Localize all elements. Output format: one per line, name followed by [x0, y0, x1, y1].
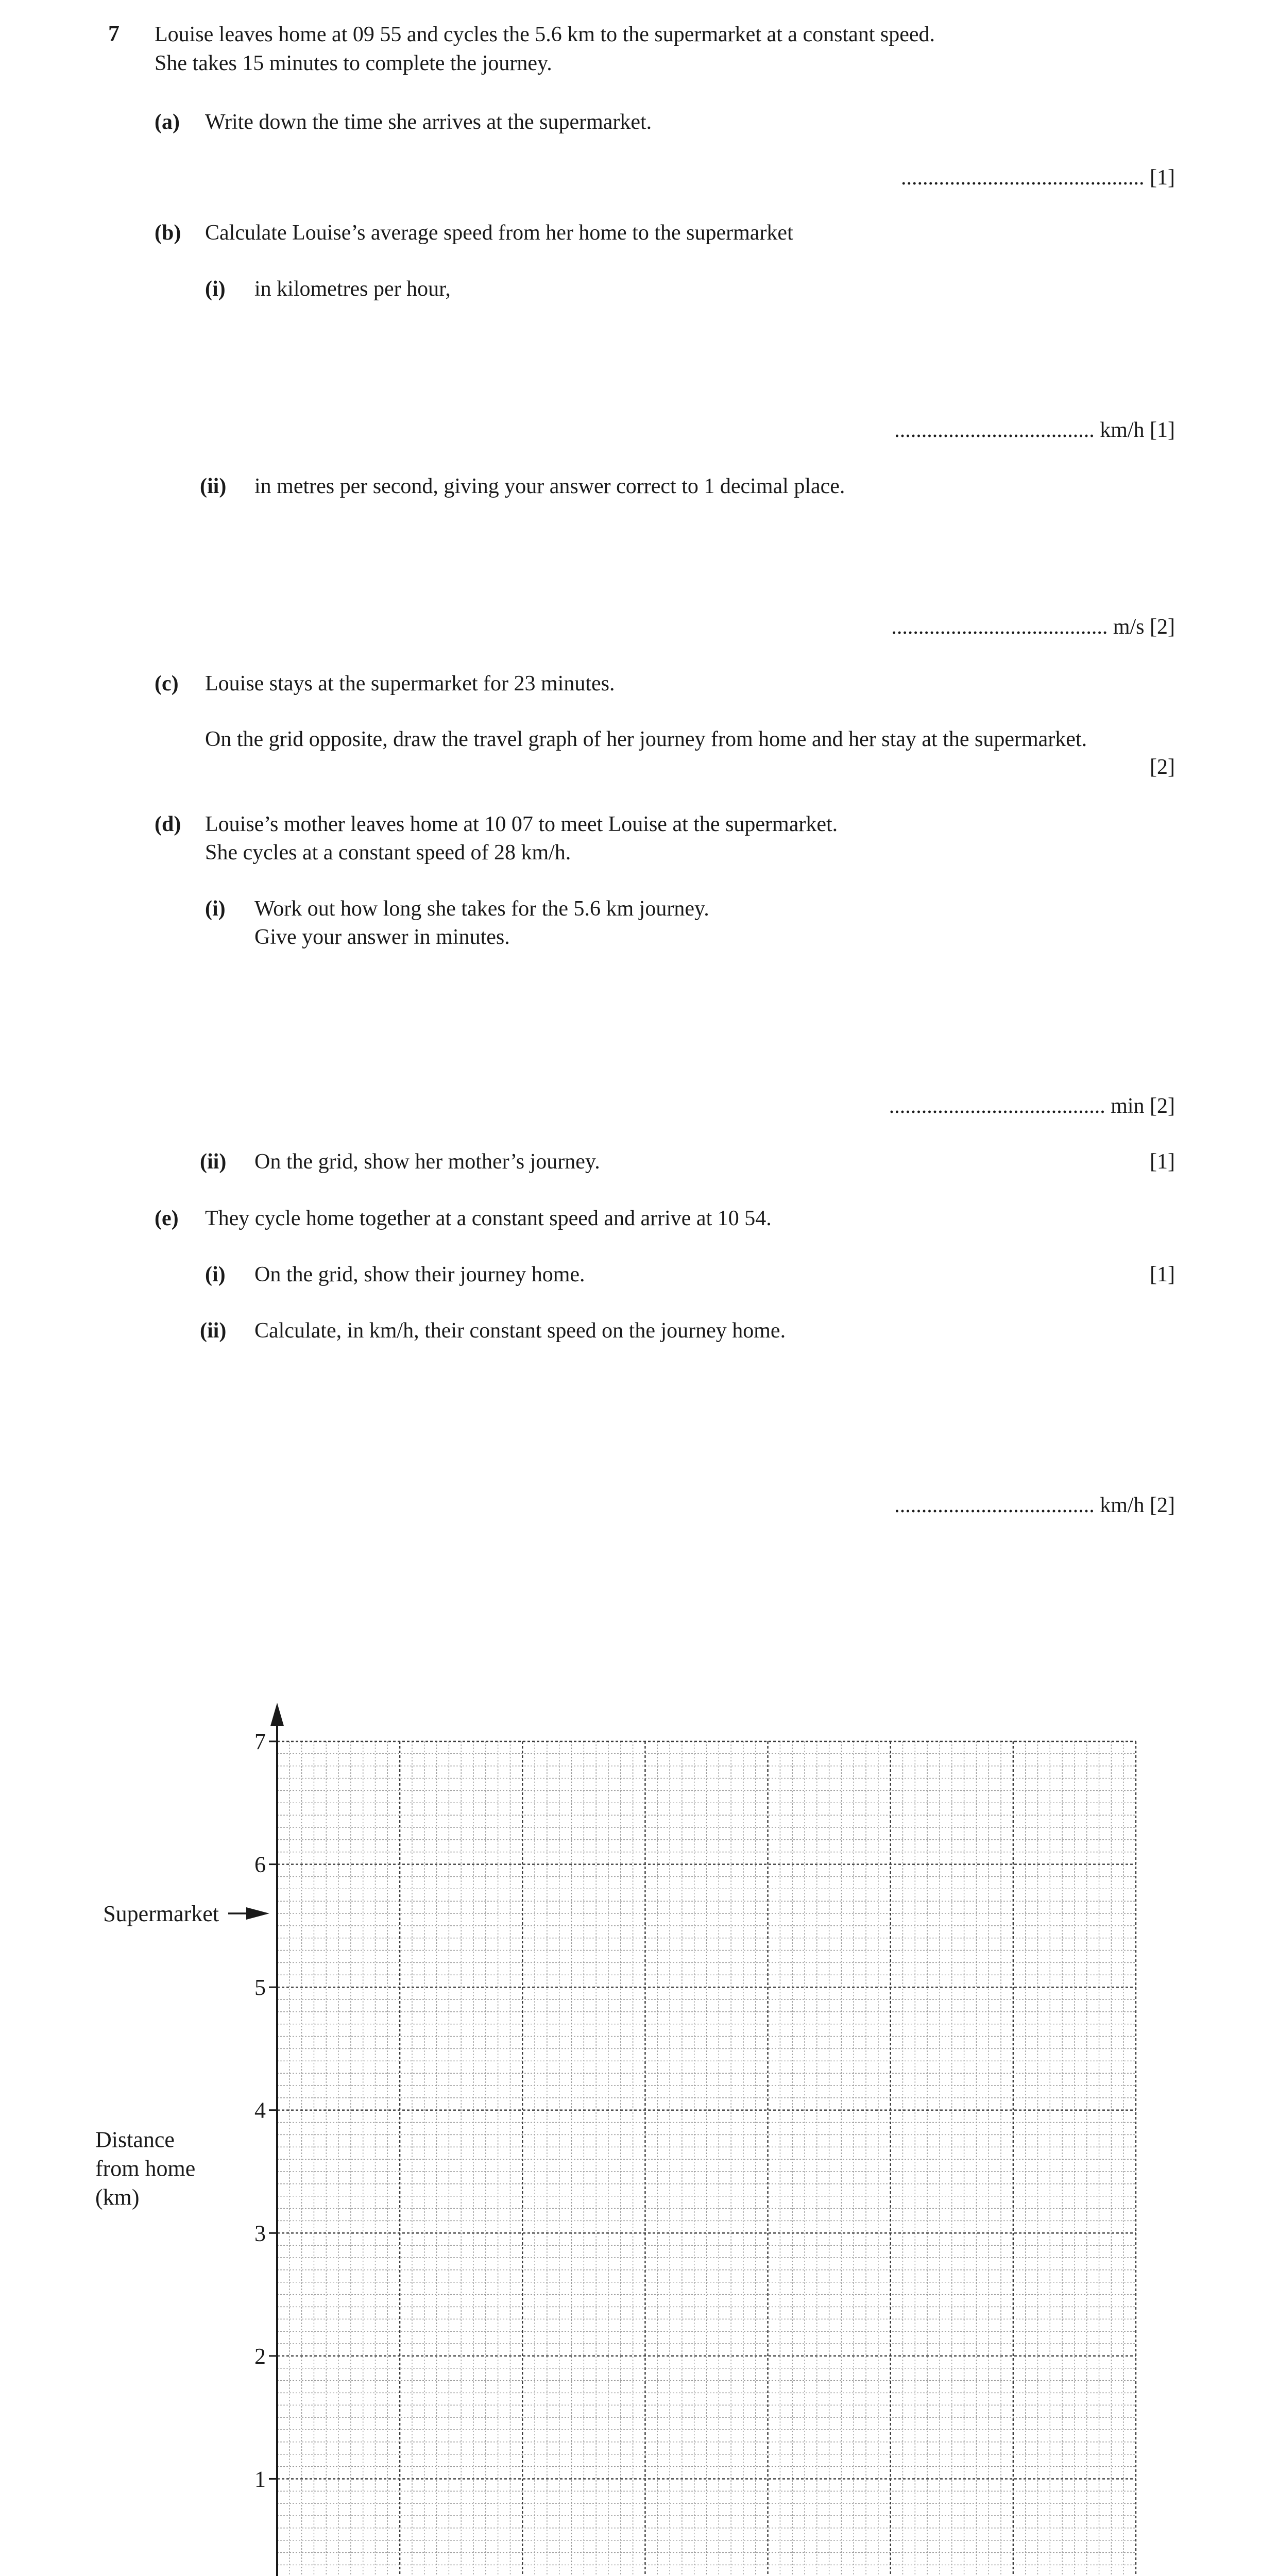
part-e-label: (e)	[155, 1207, 179, 1230]
part-e-ii-label: (ii)	[200, 1319, 227, 1343]
axes	[270, 1703, 1182, 2576]
part-e-text: They cycle home together at a constant speed and arrive at 10 54.	[205, 1207, 772, 1230]
part-d-ii-marks: [1]	[1150, 1150, 1175, 1174]
y-tick-label: 4	[254, 2097, 266, 2123]
grid-minor-lines	[277, 1741, 1136, 2576]
part-b-i-answer-line[interactable]: ..................................... km/h [1]	[894, 418, 1175, 442]
y-tick-label: 6	[254, 1852, 266, 1877]
part-a-text: Write down the time she arrives at the supermarket.	[205, 110, 652, 134]
part-d-i-text: Work out how long she takes for the 5.6 km journey.	[254, 897, 709, 921]
part-d-i-text2: Give your answer in minutes.	[254, 925, 510, 949]
part-e-i-text: On the grid, show their journey home.	[254, 1263, 585, 1286]
part-d-text2: She cycles at a constant speed of 28 km/h.	[205, 841, 571, 865]
question-number: 7	[108, 21, 120, 46]
y-tick-label: 5	[254, 1975, 266, 2001]
part-a-answer-line[interactable]: ............................................. [1]	[901, 166, 1175, 190]
part-b-ii-text: in metres per second, giving your answer correct to 1 decimal place.	[254, 474, 845, 498]
part-b-label: (b)	[155, 221, 181, 245]
travel-graph-grid[interactable]	[0, 1674, 1278, 2576]
part-b-ii-answer-line[interactable]: ........................................ m/s [2]	[891, 615, 1175, 639]
part-d-label: (d)	[155, 812, 181, 836]
part-b-ii-label: (ii)	[200, 474, 227, 498]
axis-ticks	[269, 1741, 1136, 2576]
part-c-label: (c)	[155, 672, 179, 696]
part-b-text: Calculate Louise’s average speed from her home to the supermarket	[205, 221, 793, 245]
part-e-i-marks: [1]	[1150, 1263, 1175, 1286]
part-c-text2: On the grid opposite, draw the travel graph of her journey from home and her stay at the supermarket.	[205, 727, 1087, 751]
part-b-i-text: in kilometres per hour,	[254, 277, 451, 301]
part-d-text: Louise’s mother leaves home at 10 07 to meet Louise at the supermarket.	[205, 812, 838, 836]
annotation-arrow-icon	[246, 1907, 269, 1920]
y-tick-label: 7	[254, 1729, 266, 1754]
part-b-i-label: (i)	[205, 277, 226, 301]
part-d-i-answer-line[interactable]: ........................................ min [2]	[889, 1094, 1175, 1118]
part-c-marks: [2]	[1150, 755, 1175, 779]
question-intro-line2: She takes 15 minutes to complete the journey.	[155, 52, 552, 75]
y-axis-title-line: Distance	[95, 2127, 175, 2153]
part-c-text: Louise stays at the supermarket for 23 minutes.	[205, 672, 615, 696]
part-e-ii-text: Calculate, in km/h, their constant speed on the journey home.	[254, 1319, 786, 1343]
y-tick-label: 3	[254, 2221, 266, 2246]
part-a-label: (a)	[155, 110, 180, 134]
part-d-ii-label: (ii)	[200, 1150, 227, 1174]
y-tick-label: 1	[254, 2466, 266, 2492]
supermarket-annotation: Supermarket	[103, 1901, 219, 1926]
part-e-ii-answer-line[interactable]: ..................................... km/h [2]	[894, 1494, 1175, 1517]
y-axis-title-line: (km)	[95, 2184, 140, 2210]
y-tick-label: 2	[254, 2343, 266, 2369]
y-axis-title-line: from home	[95, 2156, 196, 2181]
part-e-i-label: (i)	[205, 1263, 226, 1286]
part-d-ii-text: On the grid, show her mother’s journey.	[254, 1150, 600, 1174]
question-intro-line1: Louise leaves home at 09 55 and cycles the 5.6 km to the supermarket at a constant speed.	[155, 23, 935, 46]
part-d-i-label: (i)	[205, 897, 226, 921]
y-axis-arrow-icon	[270, 1703, 284, 1726]
